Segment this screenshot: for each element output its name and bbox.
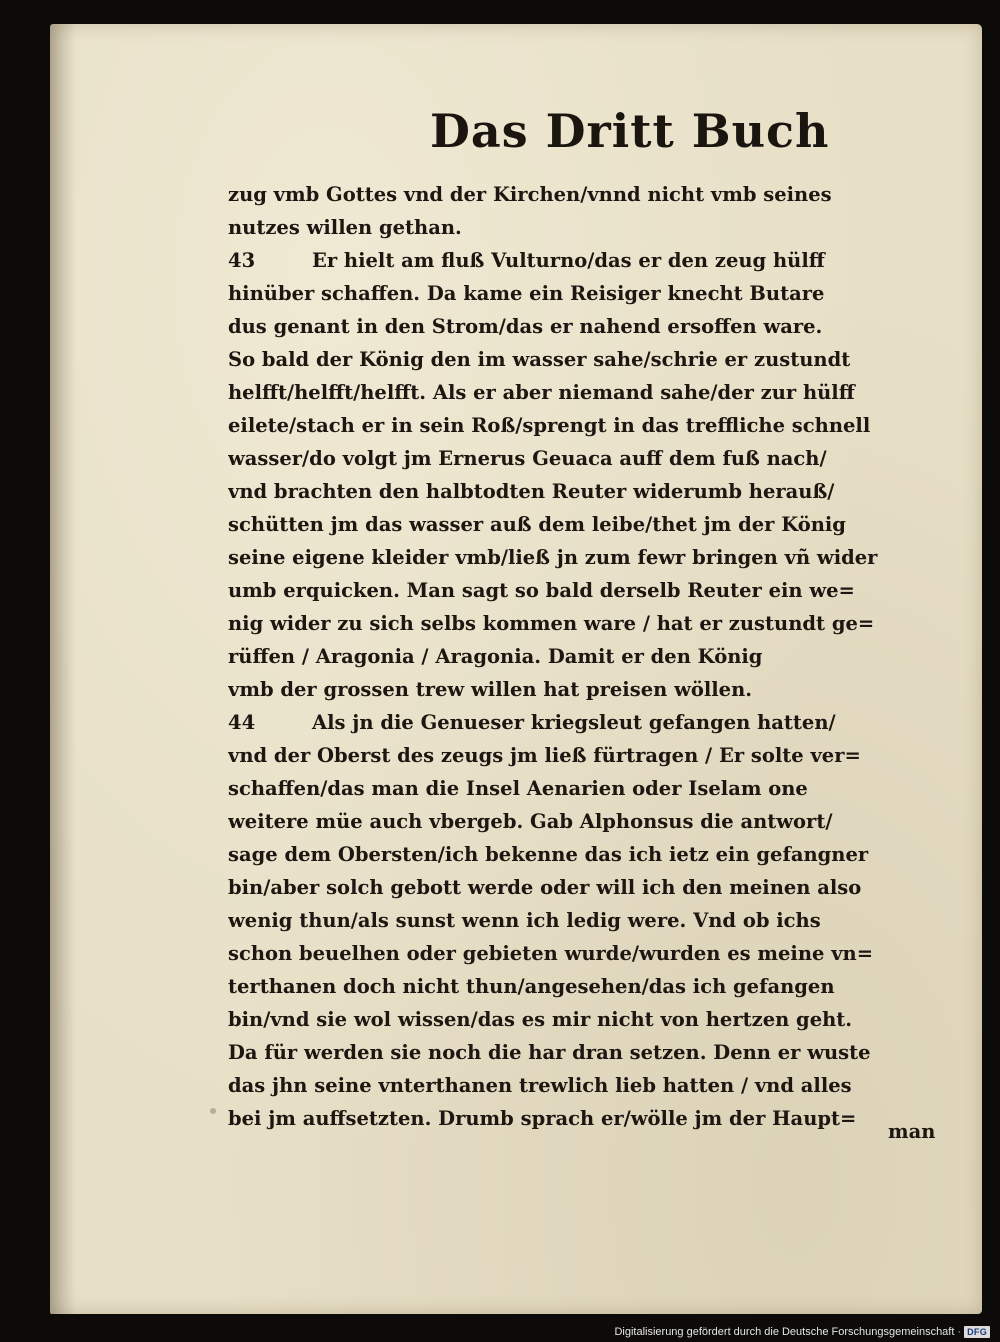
text-line	[228, 805, 948, 838]
text-line	[228, 574, 948, 607]
text-line	[228, 838, 948, 871]
text-line	[228, 937, 948, 970]
line-text: seine eigene kleider vmb/ließ jn zum fewr bringen vñ wider	[228, 546, 878, 569]
line-text: bei jm auffsetzten. Drumb sprach er/wölle jm der Haupt=	[228, 1107, 857, 1130]
line-text: das jhn seine vnterthanen trewlich lieb hatten / vnd alles	[228, 1074, 852, 1097]
text-line	[228, 310, 948, 343]
text-line	[228, 673, 948, 706]
line-text: wenig thun/als sunst wenn ich ledig were. Vnd ob ichs	[228, 909, 821, 932]
line-text: vnd der Oberst des zeugs jm ließ fürtragen / Er solte ver=	[228, 744, 861, 767]
line-text: Da für werden sie noch die har dran setzen. Denn er wuste	[228, 1041, 871, 1064]
line-text: Er hielt am fluß Vulturno/das er den zeug hülff	[312, 249, 825, 272]
line-text: sage dem Obersten/ich bekenne das ich ietz ein gefangner	[228, 843, 869, 866]
line-text: vnd brachten den halbtodten Reuter widerumb herauß/	[228, 480, 835, 503]
line-text: bin/vnd sie wol wissen/das es mir nicht von hertzen geht.	[228, 1008, 853, 1031]
text-line	[228, 1036, 948, 1069]
footer-separator: ·	[957, 1326, 962, 1338]
text-line	[228, 409, 948, 442]
line-text: vmb der grossen trew willen hat preisen wöllen.	[228, 678, 753, 701]
text-line	[228, 343, 948, 376]
dfg-logo-icon: DFG	[964, 1326, 990, 1338]
line-text: eilete/stach er in sein Roß/sprengt in das treffliche schnell	[228, 414, 871, 437]
text-line	[228, 376, 948, 409]
book-page	[50, 24, 982, 1314]
line-text: schütten jm das wasser auß dem leibe/thet jm der König	[228, 513, 846, 536]
catchword: man	[888, 1120, 936, 1143]
text-line	[228, 871, 948, 904]
text-line	[228, 277, 948, 310]
page-text-block	[228, 178, 948, 1135]
text-line	[228, 541, 948, 574]
text-line	[228, 442, 948, 475]
text-line	[228, 244, 948, 277]
text-line	[228, 1003, 948, 1036]
line-text: nutzes willen gethan.	[228, 216, 462, 239]
text-line	[228, 475, 948, 508]
text-line	[228, 706, 948, 739]
line-text: So bald der König den im wasser sahe/schrie er zustundt	[228, 348, 851, 371]
text-line	[228, 772, 948, 805]
line-text: rüffen / Aragonia / Aragonia. Damit er den König	[228, 645, 763, 668]
line-text: schaffen/das man die Insel Aenarien oder Iselam one	[228, 777, 808, 800]
text-line	[228, 607, 948, 640]
line-text: terthanen doch nicht thun/angesehen/das ich gefangen	[228, 975, 835, 998]
text-line	[228, 640, 948, 673]
line-text: hinüber schaffen. Da kame ein Reisiger knecht Butare	[228, 282, 825, 305]
paper-spot	[210, 1108, 216, 1114]
funding-credit-text: Digitalisierung gefördert durch die Deutsche Forschungsgemeinschaft	[614, 1326, 955, 1338]
text-line	[228, 508, 948, 541]
line-text: weitere müe auch vbergeb. Gab Alphonsus die antwort/	[228, 810, 833, 833]
footer-credit	[614, 1326, 990, 1338]
line-text: bin/aber solch gebott werde oder will ich den meinen also	[228, 876, 862, 899]
line-text: dus genant in den Strom/das er nahend ersoffen ware.	[228, 315, 823, 338]
text-line	[228, 1069, 948, 1102]
text-line	[228, 178, 948, 211]
section-number: 43	[228, 249, 256, 272]
text-line	[228, 739, 948, 772]
line-text: zug vmb Gottes vnd der Kirchen/vnnd nicht vmb seines	[228, 183, 832, 206]
line-text: schon beuelhen oder gebieten wurde/wurden es meine vn=	[228, 942, 874, 965]
page-gutter-shadow	[50, 24, 76, 1314]
text-line	[228, 1102, 948, 1135]
running-head: Das Dritt Buch	[430, 104, 830, 158]
line-text: nig wider zu sich selbs kommen ware / hat er zustundt ge=	[228, 612, 875, 635]
text-line	[228, 904, 948, 937]
section-number: 44	[228, 711, 256, 734]
line-text: helfft/helfft/helfft. Als er aber niemand sahe/der zur hülff	[228, 381, 855, 404]
text-line	[228, 211, 948, 244]
text-line	[228, 970, 948, 1003]
line-text: umb erquicken. Man sagt so bald derselb Reuter ein we=	[228, 579, 855, 602]
line-text: wasser/do volgt jm Ernerus Geuaca auff dem fuß nach/	[228, 447, 827, 470]
line-text: Als jn die Genueser kriegsleut gefangen hatten/	[312, 711, 836, 734]
